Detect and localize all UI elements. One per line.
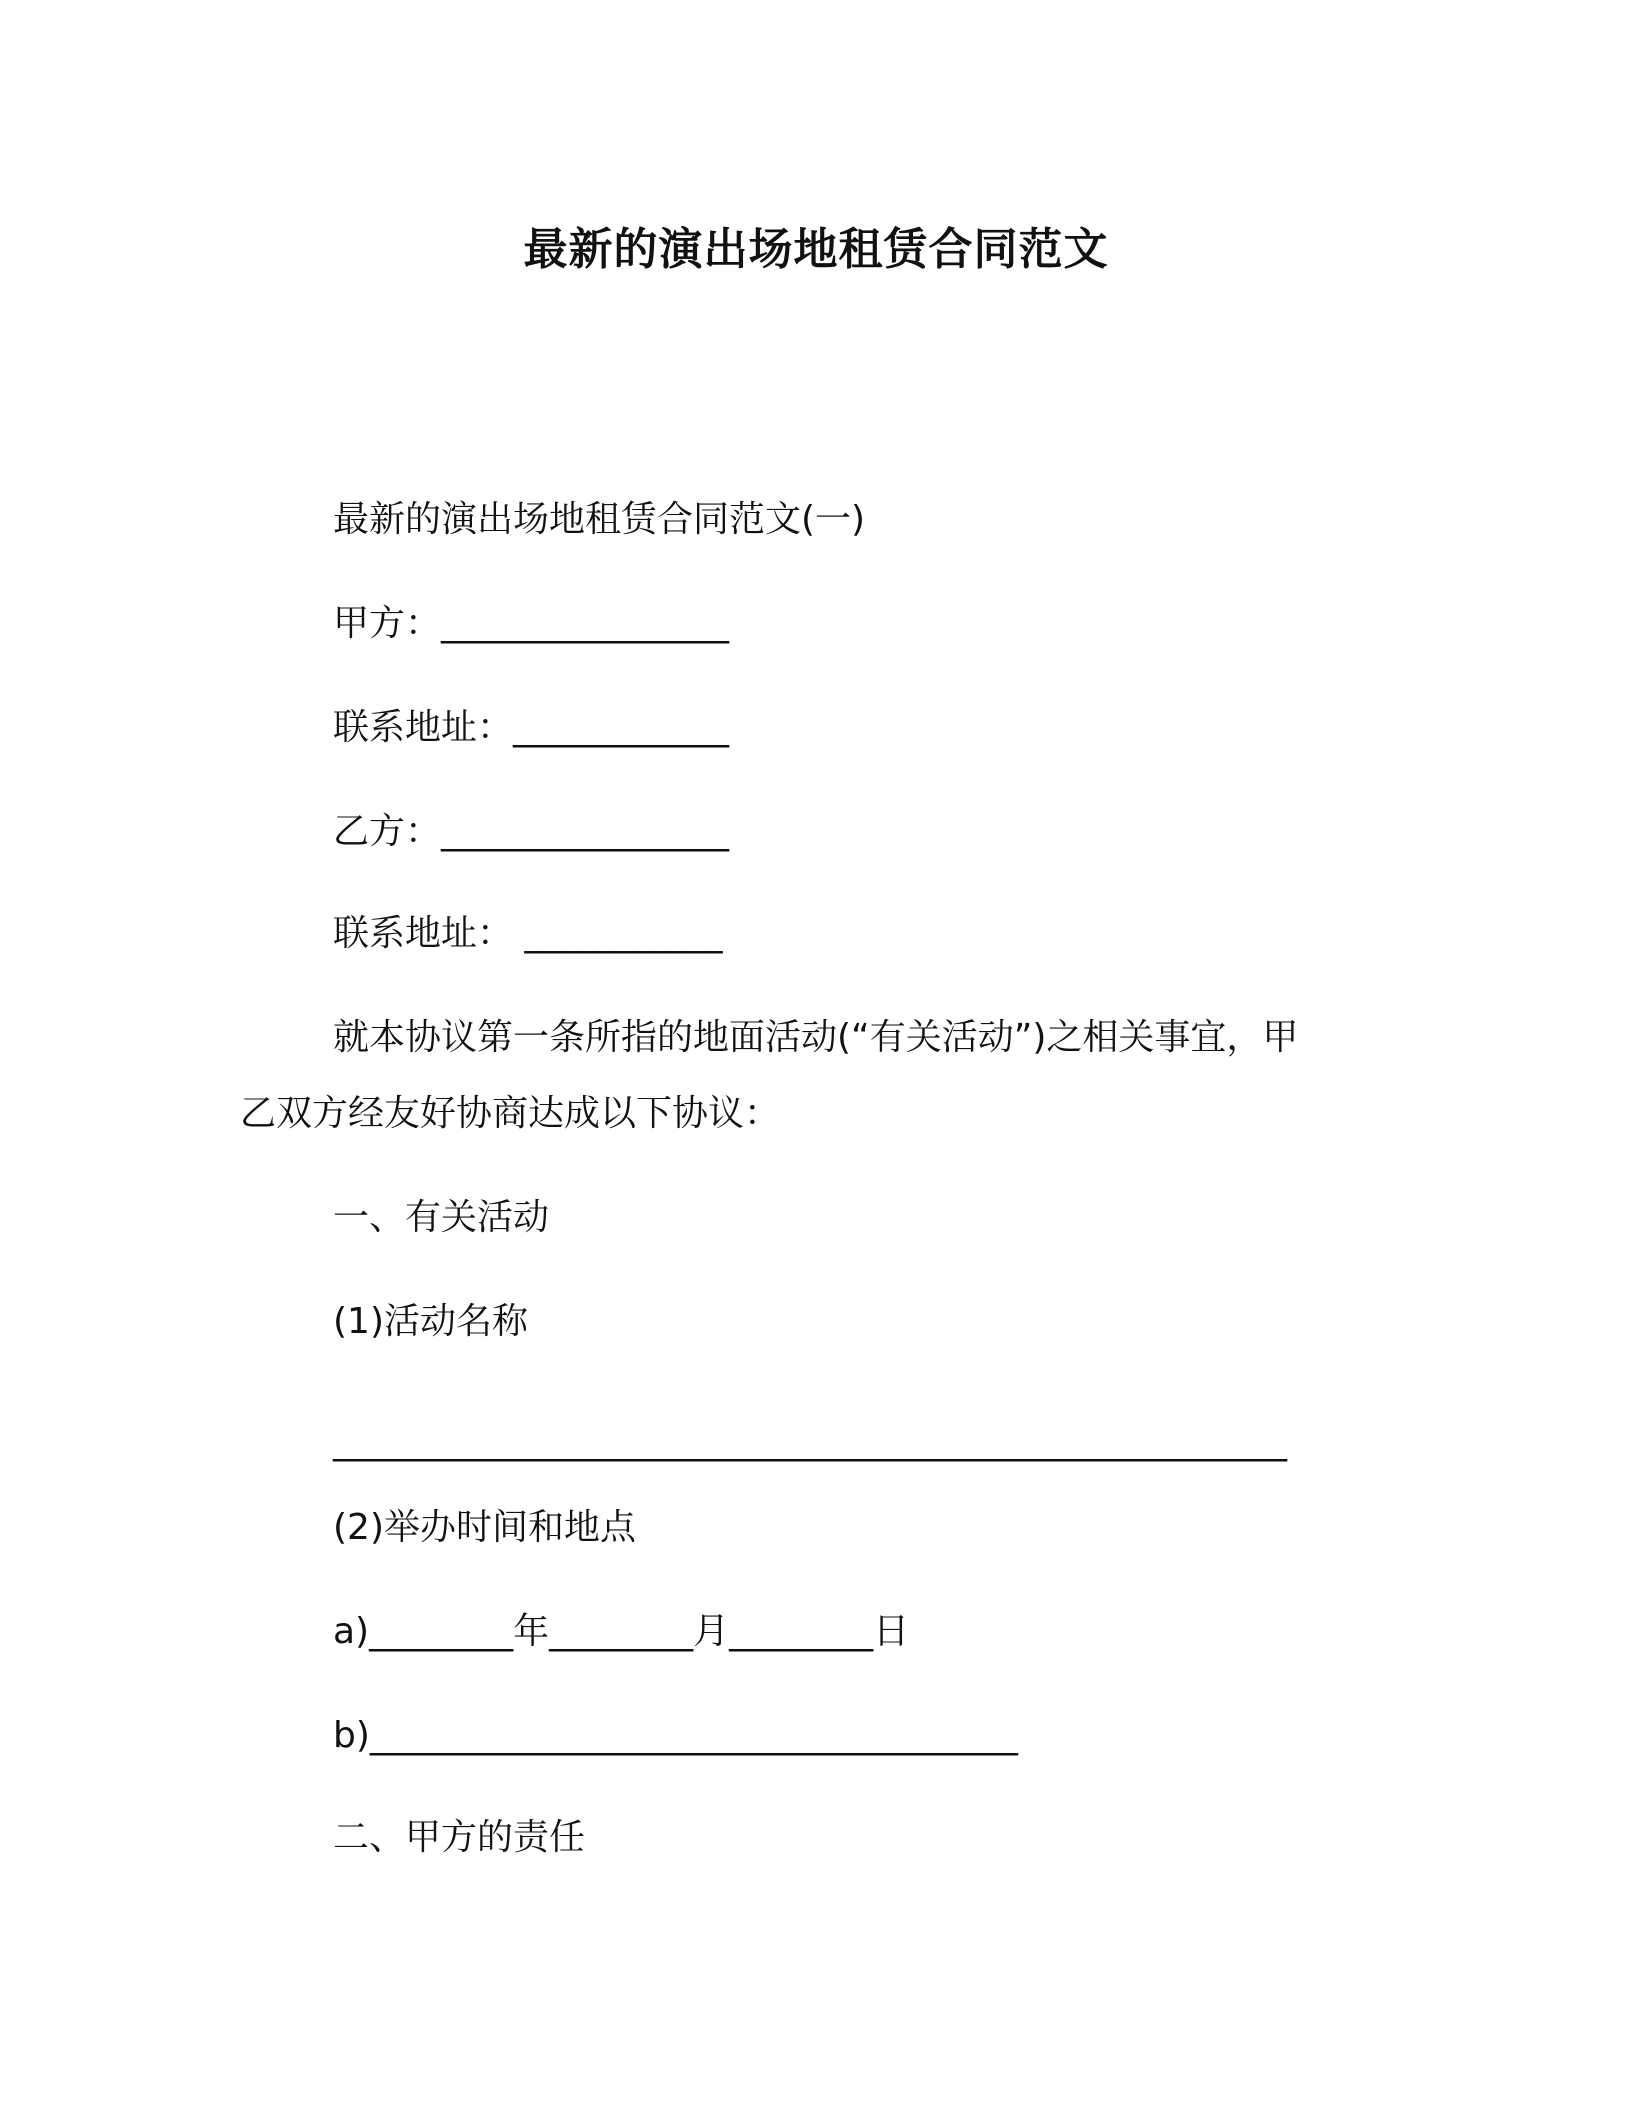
place-line: b)____________________________________ bbox=[333, 1715, 1018, 1756]
section-2-heading: 二、甲方的责任 bbox=[333, 1817, 586, 1858]
activity-name-label: (1)活动名称 bbox=[333, 1301, 528, 1342]
document-title: 最新的演出场地租赁合同范文 bbox=[523, 224, 1109, 275]
time-place-label: (2)举办时间和地点 bbox=[333, 1507, 636, 1548]
intro-paragraph-line-1: 就本协议第一条所指的地面活动(“有关活动”)之相关事宜，甲 bbox=[333, 1017, 1299, 1058]
party-b-address-line: 联系地址： ___________ bbox=[333, 913, 723, 954]
subtitle: 最新的演出场地租赁合同范文(一) bbox=[333, 499, 866, 540]
party-a-line: 甲方：________________ bbox=[333, 603, 730, 644]
intro-paragraph-line-2: 乙双方经友好协商达成以下协议： bbox=[240, 1093, 781, 1134]
party-b-line: 乙方：________________ bbox=[333, 811, 730, 852]
section-1-heading: 一、有关活动 bbox=[333, 1197, 550, 1238]
date-line: a)________年________月________日 bbox=[333, 1611, 910, 1652]
activity-name-blank: _____________________________________________________ bbox=[333, 1421, 1287, 1462]
party-a-address-line: 联系地址：____________ bbox=[333, 707, 730, 748]
